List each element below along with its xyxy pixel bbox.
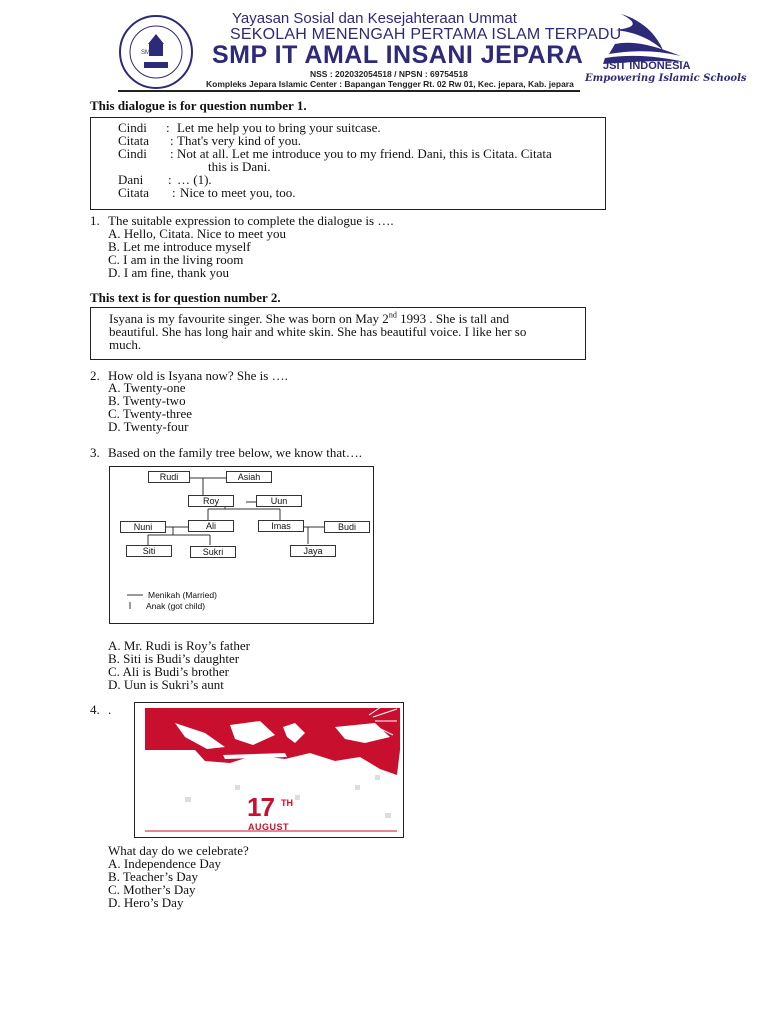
dialogue-speaker: Cindi (118, 120, 147, 135)
q1-option-a[interactable]: A. Hello, Citata. Nice to meet you (108, 226, 286, 241)
q2-text-line-3: much. (109, 337, 142, 352)
q1-question: The suitable expression to complete the dialogue is …. (108, 213, 394, 228)
q2-text-line-2: beautiful. She has long hair and white skin. She has beautiful voice. I like her so (109, 324, 527, 339)
q3-option-c[interactable]: C. Ali is Budi’s brother (108, 664, 229, 679)
dialogue-sep: : (170, 133, 174, 148)
poster-day-suffix: TH (281, 798, 293, 808)
q2-option-a[interactable]: A. Twenty-one (108, 380, 186, 395)
poster-month: AUGUST (248, 822, 289, 832)
q3-question: Based on the family tree below, we know that…. (108, 445, 363, 460)
dialogue-line: Nice to meet you, too. (180, 185, 296, 200)
legend-child: Anak (got child) (146, 601, 206, 611)
tree-node-roy: Roy (188, 495, 234, 507)
dialogue-speaker: Citata (118, 185, 150, 200)
school-type: SEKOLAH MENENGAH PERTAMA ISLAM TERPADU (230, 26, 622, 43)
tree-node-sukri: Sukri (190, 546, 236, 558)
dialogue-speaker: Cindi (118, 146, 147, 161)
q2-question: How old is Isyana now? She is …. (108, 368, 288, 383)
independence-day-poster (134, 702, 404, 838)
q3-option-b[interactable]: B. Siti is Budi’s daughter (108, 651, 240, 666)
dialogue-sep: : (172, 185, 176, 200)
tree-node-budi: Budi (324, 521, 370, 533)
poster-day: 17 (247, 792, 274, 822)
school-name: SMP IT AMAL INSANI JEPARA (212, 41, 584, 69)
tree-node-imas: Imas (258, 520, 304, 532)
q4-question: What day do we celebrate? (108, 843, 249, 858)
q1-option-c[interactable]: C. I am in the living room (108, 252, 244, 267)
q2-option-c[interactable]: C. Twenty-three (108, 406, 193, 421)
q2-number: 2. (90, 368, 100, 383)
family-tree (109, 466, 374, 624)
dialogue-line: That's very kind of you. (177, 133, 302, 148)
tree-node-uun: Uun (256, 495, 302, 507)
q4-dot: . (108, 702, 112, 717)
partner-tagline: Empowering Islamic Schools (585, 73, 747, 84)
dialogue-speaker: Citata (118, 133, 150, 148)
q3-number: 3. (90, 445, 100, 460)
partner-name: JSIT INDONESIA (603, 60, 691, 72)
seal-text: SMP IT (141, 50, 161, 56)
dialogue-line: … (1). (177, 172, 212, 187)
tree-node-ali: Ali (188, 520, 234, 532)
q2-text-line-1: Isyana is my favourite singer. She was born on May 2nd 1993 . She is tall and (109, 310, 510, 326)
dialogue-sep: : (168, 172, 172, 187)
dialogue-sep: : (170, 146, 174, 161)
dialogue-line: this is Dani. (208, 159, 271, 174)
q4-number: 4. (90, 702, 100, 717)
tree-node-nuni: Nuni (120, 521, 166, 533)
q1-number: 1. (90, 213, 100, 228)
q3-option-d[interactable]: D. Uun is Sukri’s aunt (108, 677, 224, 692)
school-registration: NSS : 202032054518 / NPSN : 69754518 (310, 69, 468, 79)
q4-option-a[interactable]: A. Independence Day (108, 856, 221, 871)
q1-dialogue-box (90, 117, 606, 210)
q3-option-a[interactable]: A. Mr. Rudi is Roy’s father (108, 638, 250, 653)
header-divider (118, 90, 580, 92)
school-address: Kompleks Jepara Islamic Center : Bapangan Tengger Rt. 02 Rw 01, Kec. jepara, Kab. jepara (206, 79, 574, 89)
q4-option-d[interactable]: D. Hero’s Day (108, 895, 184, 910)
dialogue-sep: : (166, 120, 170, 135)
foundation-name: Yayasan Sosial dan Kesejahteraan Ummat (232, 10, 517, 27)
q2-intro: This text is for question number 2. (90, 290, 281, 305)
q2-option-b[interactable]: B. Twenty-two (108, 393, 186, 408)
tree-node-siti: Siti (126, 545, 172, 557)
dialogue-line: Not at all. Let me introduce you to my friend. Dani, this is Citata. Citata (177, 146, 552, 161)
dialogue-speaker: Dani (118, 172, 144, 187)
jsit-bird-logo (585, 10, 695, 66)
q2-option-d[interactable]: D. Twenty-four (108, 419, 189, 434)
tree-node-jaya: Jaya (290, 545, 336, 557)
q4-option-b[interactable]: B. Teacher’s Day (108, 869, 198, 884)
q2-text-box (90, 307, 586, 360)
tree-node-rudi: Rudi (148, 471, 190, 483)
q1-option-d[interactable]: D. I am fine, thank you (108, 265, 229, 280)
q1-option-b[interactable]: B. Let me introduce myself (108, 239, 251, 254)
dialogue-line: Let me help you to bring your suitcase. (177, 120, 381, 135)
tree-node-asiah: Asiah (226, 471, 272, 483)
q1-intro: This dialogue is for question number 1. (90, 98, 307, 113)
legend-married: Menikah (Married) (148, 590, 217, 600)
q4-option-c[interactable]: C. Mother’s Day (108, 882, 196, 897)
